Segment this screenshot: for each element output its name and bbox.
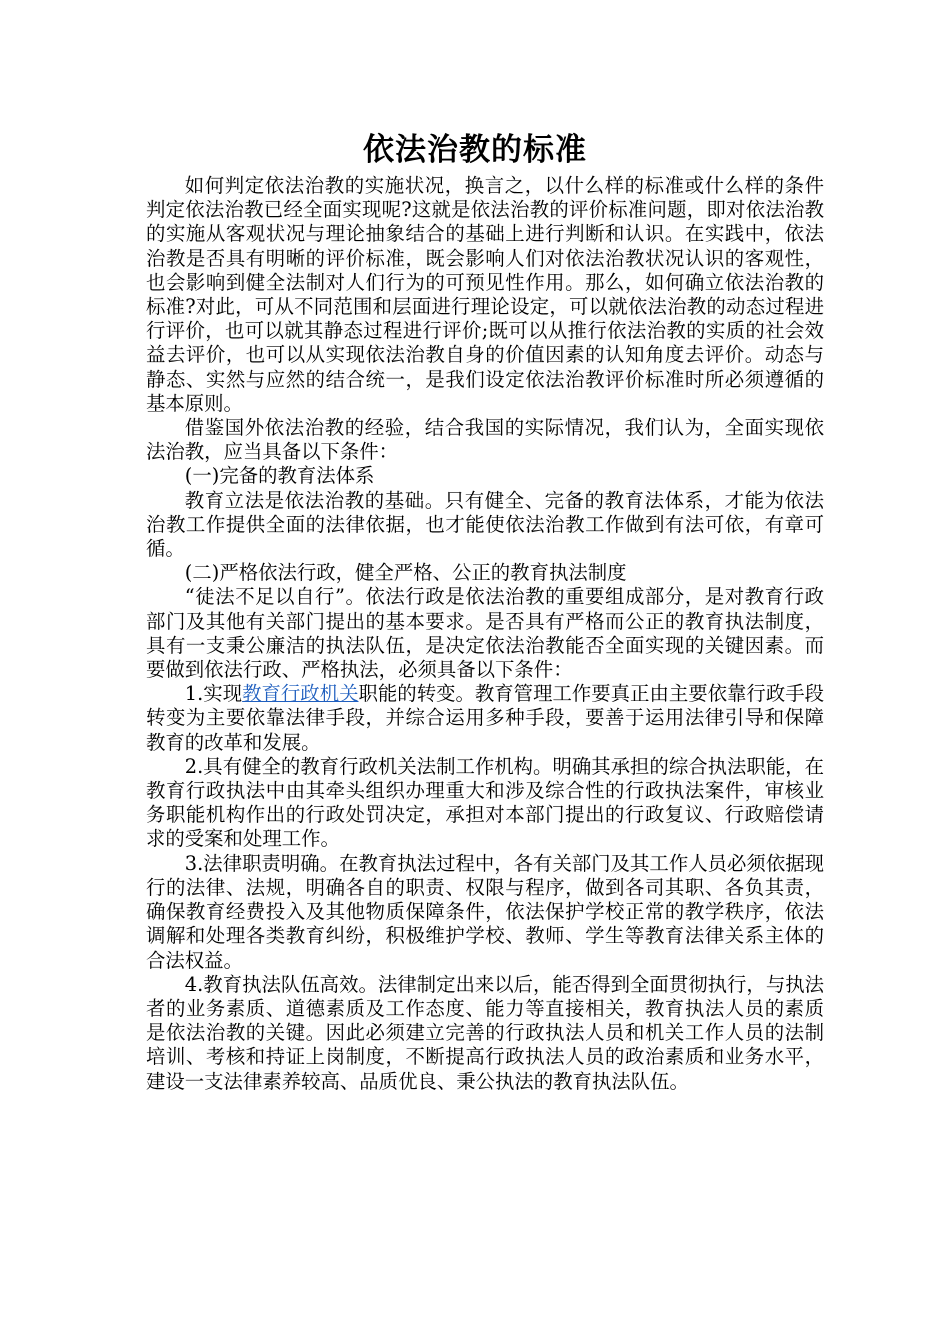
list-item-2: 2.具有健全的教育行政机关法制工作机构。明确其承担的综合执法职能，在教育行政执法中由其牵头组织办理重大和涉及综合性的行政执法案件，审核业务职能机构作出的行政处罚决定，承担对本部门提出的行政复议、行政赔偿请求的受案和处理工作。: [146, 754, 824, 851]
document-title: 依法治教的标准: [363, 132, 587, 168]
document-body: [146, 174, 824, 1094]
section-heading-1: (一)完备的教育法体系: [184, 464, 375, 488]
paragraph-conditions-lead: 借鉴国外依法治教的经验，结合我国的实际情况，我们认为，全面实现依法治教，应当具备以下条件：: [146, 416, 824, 464]
paragraph-intro: 如何判定依法治教的实施状况，换言之，以什么样的标准或什么样的条件判定依法治教已经全面实现呢?这就是依法治教的评价标准问题，即对依法治教的实施从客观状况与理论抽象结合的基础上进行判断和认识。在实践中，依法治教是否具有明晰的评价标准，既会影响人们对依法治教状况认识的客观性，也会影响到健全法制对人们行为的可预见性作用。那么，如何确立依法治教的标准?对此，可从不同范围和层面进行理论设定，可以就依法治教的动态过程进行评价，也可以就其静态过程进行评价;既可以从推行依法治教的实质的社会效益去评价，也可以从实现依法治教自身的价值因素的认知角度去评价。动态与静态、实然与应然的结合统一，是我们设定依法治教评价标准时所必须遵循的基本原则。: [146, 174, 824, 415]
paragraph-legislation: 教育立法是依法治教的基础。只有健全、完备的教育法体系，才能为依法治教工作提供全面的法律依据，也才能使依法治教工作做到有法可依，有章可循。: [146, 488, 824, 561]
list-item-4: 4.教育执法队伍高效。法律制定出来以后，能否得到全面贯彻执行，与执法者的业务素质、道德素质及工作态度、能力等直接相关，教育执法人员的素质是依法治教的关键。因此必须建立完善的行政执法人员和机关工作人员的法制培训、考核和持证上岗制度，不断提高行政执法人员的政治素质和业务水平，建设一支法律素养较高、品质优良、秉公执法的教育执法队伍。: [146, 972, 824, 1093]
education-admin-link[interactable]: 教育行政机关: [242, 682, 359, 706]
list-item-1: [146, 682, 824, 755]
list-item-1-prefix: 1.实现: [184, 682, 243, 706]
list-item-3: 3.法律职责明确。在教育执法过程中，各有关部门及其工作人员必须依据现行的法律、法规，明确各自的职责、权限与程序，做到各司其职、各负其责，确保教育经费投入及其他物质保障条件，依法保护学校正常的教学秩序，依法调解和处理各类教育纠纷，积极维护学校、教师、学生等教育法律关系主体的合法权益。: [146, 851, 824, 972]
section-heading-2: (二)严格依法行政，健全严格、公正的教育执法制度: [184, 561, 627, 585]
paragraph-administration: “徒法不足以自行”。依法行政是依法治教的重要组成部分，是对教育行政部门及其他有关部门提出的基本要求。是否具有严格而公正的教育执法制度，具有一支秉公廉洁的执法队伍，是决定依法治教能否全面实现的关键因素。而要做到依法行政、严格执法，必须具备以下条件：: [146, 585, 824, 682]
list-item-1-rest: 职能的转变。教育管理工作要真正由主要依靠行政手段转变为主要依靠法律手段，并综合运用多种手段，要善于运用法律引导和保障教育的改革和发展。: [146, 682, 825, 754]
